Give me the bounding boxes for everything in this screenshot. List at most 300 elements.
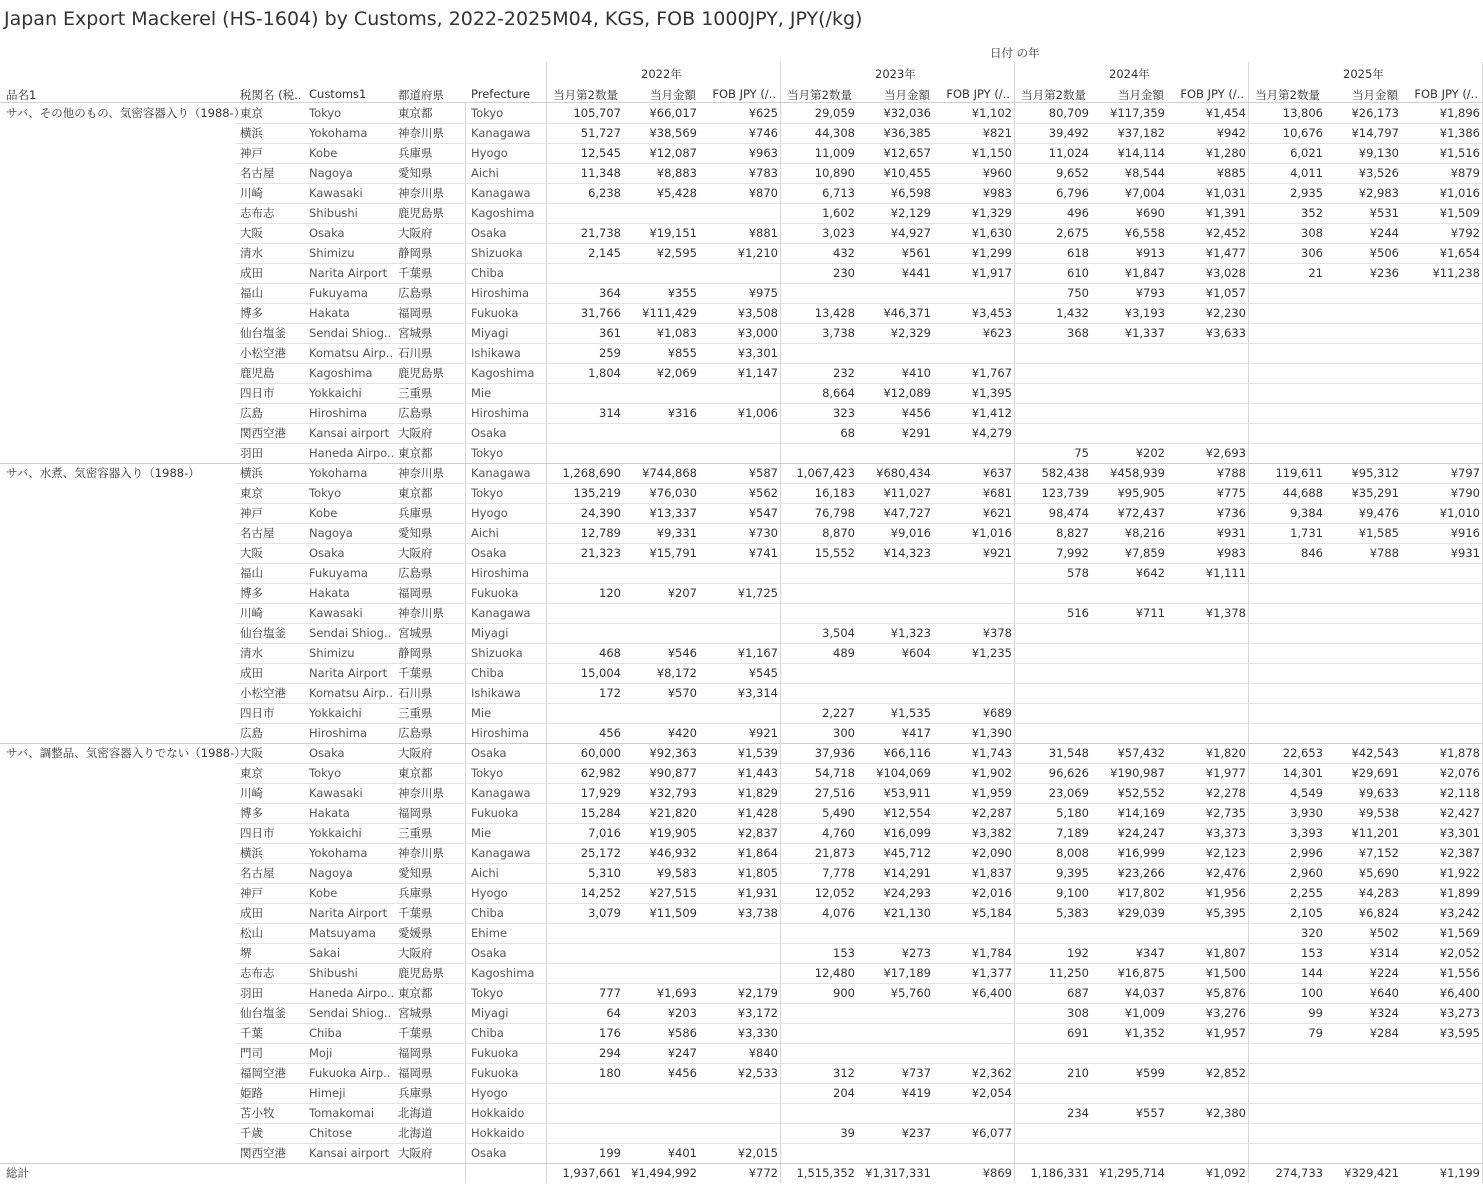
value-cell: ¥1,917 xyxy=(971,266,1012,280)
column-header-prefecture-jp[interactable]: 都道府県 xyxy=(398,88,444,102)
table-row[interactable] xyxy=(0,563,1483,583)
table-row[interactable] xyxy=(0,723,1483,743)
table-row[interactable] xyxy=(0,523,1483,543)
value-cell: ¥737 xyxy=(901,1066,931,1080)
value-cell: ¥790 xyxy=(1450,486,1480,500)
customs-en-cell: Nagoya xyxy=(309,866,353,880)
value-cell: ¥744,868 xyxy=(642,466,697,480)
value-cell: ¥37,182 xyxy=(1117,126,1165,140)
table-row[interactable] xyxy=(0,883,1483,903)
customs-en-cell: Osaka xyxy=(309,226,345,240)
value-cell xyxy=(1009,923,1089,943)
measure-header-2023-2[interactable]: FOB JPY (/.. xyxy=(946,87,1010,101)
value-cell: ¥16,875 xyxy=(1117,966,1165,980)
year-header-2025[interactable]: 2025年 xyxy=(1343,67,1384,81)
prefecture-en-cell: Kanagawa xyxy=(471,186,531,200)
value-cell: ¥32,793 xyxy=(649,786,697,800)
value-cell: ¥3,595 xyxy=(1439,1026,1480,1040)
item-group-label[interactable]: サバ、水煮、気密容器入り（1988-） xyxy=(6,466,200,480)
measure-header-2023-0[interactable]: 当月第2数量 xyxy=(787,88,852,102)
table-row[interactable] xyxy=(0,143,1483,163)
value-cell: ¥2,693 xyxy=(1205,446,1246,460)
prefecture-jp-cell: 鹿児島県 xyxy=(398,206,444,220)
value-cell xyxy=(1319,1083,1399,1103)
customs-jp-cell: 大阪 xyxy=(240,226,263,240)
value-cell xyxy=(1085,403,1165,423)
table-row[interactable] xyxy=(0,983,1483,1003)
table-row[interactable] xyxy=(0,823,1483,843)
value-cell: ¥1,500 xyxy=(1205,966,1246,980)
value-cell xyxy=(617,263,697,283)
value-cell: ¥1,654 xyxy=(1439,246,1480,260)
value-cell xyxy=(698,203,778,223)
value-cell: ¥557 xyxy=(1135,1106,1165,1120)
customs-en-cell: Yokkaichi xyxy=(309,706,362,720)
table-row[interactable] xyxy=(0,963,1483,983)
value-cell: ¥1,784 xyxy=(971,946,1012,960)
measure-header-2024-0[interactable]: 当月第2数量 xyxy=(1021,88,1086,102)
value-cell xyxy=(1166,723,1246,743)
table-row[interactable] xyxy=(0,163,1483,183)
value-cell: 12,789 xyxy=(580,526,621,540)
prefecture-jp-cell: 東京都 xyxy=(398,766,433,780)
customs-jp-cell: 神戸 xyxy=(240,146,263,160)
value-cell: ¥66,116 xyxy=(883,746,931,760)
value-cell xyxy=(932,443,1012,463)
customs-en-cell: Kawasaki xyxy=(309,786,363,800)
value-cell: ¥2,123 xyxy=(1205,846,1246,860)
value-cell xyxy=(1085,663,1165,683)
prefecture-jp-cell: 東京都 xyxy=(398,106,433,120)
value-cell xyxy=(1243,1103,1323,1123)
value-cell: ¥1,864 xyxy=(737,846,778,860)
prefecture-en-cell: Hyogo xyxy=(471,146,508,160)
column-header-prefecture-en[interactable]: Prefecture xyxy=(471,87,531,101)
item-group-label[interactable]: サバ、調整品、気密容器入りでない（1988-） xyxy=(6,746,246,760)
table-row[interactable] xyxy=(0,303,1483,323)
value-cell: ¥879 xyxy=(1450,166,1480,180)
value-cell: ¥1,386 xyxy=(1439,126,1480,140)
value-cell: 610 xyxy=(1067,266,1089,280)
table-row[interactable] xyxy=(0,923,1483,943)
table-row[interactable] xyxy=(0,663,1483,683)
table-row[interactable] xyxy=(0,183,1483,203)
value-cell: ¥8,883 xyxy=(656,166,697,180)
table-row[interactable] xyxy=(0,943,1483,963)
value-cell: ¥11,509 xyxy=(649,906,697,920)
table-row[interactable] xyxy=(0,603,1483,623)
value-cell: 14,252 xyxy=(580,886,621,900)
customs-jp-cell: 門司 xyxy=(240,1046,263,1060)
prefecture-jp-cell: 三重県 xyxy=(398,706,433,720)
value-cell xyxy=(1243,703,1323,723)
value-cell: ¥1,725 xyxy=(737,586,778,600)
value-cell: ¥502 xyxy=(1369,926,1399,940)
table-row[interactable] xyxy=(0,503,1483,523)
value-cell xyxy=(698,263,778,283)
value-cell: ¥1,377 xyxy=(971,966,1012,980)
table-row[interactable] xyxy=(0,763,1483,783)
value-cell xyxy=(1243,1063,1323,1083)
customs-en-cell: Fukuyama xyxy=(309,286,368,300)
value-cell: ¥1,323 xyxy=(890,626,931,640)
customs-jp-cell: 仙台塩釜 xyxy=(240,326,286,340)
value-cell xyxy=(617,1123,697,1143)
table-row[interactable] xyxy=(0,243,1483,263)
table-row[interactable] xyxy=(0,1123,1483,1143)
value-cell: ¥1,147 xyxy=(737,366,778,380)
value-cell: ¥284 xyxy=(1369,1026,1399,1040)
value-cell: ¥2,362 xyxy=(971,1066,1012,1080)
table-row[interactable] xyxy=(0,543,1483,563)
measure-header-2024-2[interactable]: FOB JPY (/.. xyxy=(1180,87,1244,101)
table-row[interactable] xyxy=(0,423,1483,443)
value-cell: ¥12,657 xyxy=(883,146,931,160)
customs-jp-cell: 仙台塩釜 xyxy=(240,1006,286,1020)
value-cell: 10,676 xyxy=(1282,126,1323,140)
value-cell xyxy=(1400,1083,1480,1103)
customs-jp-cell: 成田 xyxy=(240,906,263,920)
customs-jp-cell: 成田 xyxy=(240,266,263,280)
customs-en-cell: Fukuoka Airp.. xyxy=(309,1066,391,1080)
value-cell: ¥788 xyxy=(1369,546,1399,560)
customs-en-cell: Kawasaki xyxy=(309,186,363,200)
total-value-cell: 1,515,352 xyxy=(796,1166,855,1180)
value-cell: ¥1,111 xyxy=(1205,566,1246,580)
prefecture-jp-cell: 福岡県 xyxy=(398,306,433,320)
value-cell xyxy=(1319,363,1399,383)
value-cell: ¥53,911 xyxy=(883,786,931,800)
value-cell: ¥316 xyxy=(667,406,697,420)
customs-en-cell: Kobe xyxy=(309,146,338,160)
table-row[interactable] xyxy=(0,1043,1483,1063)
prefecture-en-cell: Kanagawa xyxy=(471,466,531,480)
customs-jp-cell: 名古屋 xyxy=(240,866,275,880)
value-cell: ¥6,077 xyxy=(971,1126,1012,1140)
value-cell: ¥1,329 xyxy=(971,206,1012,220)
table-row[interactable] xyxy=(0,123,1483,143)
value-cell: 15,552 xyxy=(814,546,855,560)
value-cell xyxy=(698,563,778,583)
value-cell: ¥1,010 xyxy=(1439,506,1480,520)
value-cell xyxy=(1319,343,1399,363)
table-row[interactable] xyxy=(0,203,1483,223)
value-cell: ¥730 xyxy=(748,526,778,540)
value-cell: ¥441 xyxy=(901,266,931,280)
value-cell: 578 xyxy=(1067,566,1089,580)
table-row[interactable] xyxy=(0,283,1483,303)
table-row[interactable] xyxy=(0,683,1483,703)
value-cell: 6,021 xyxy=(1290,146,1323,160)
table-row[interactable] xyxy=(0,1103,1483,1123)
value-cell: 846 xyxy=(1301,546,1323,560)
prefecture-jp-cell: 大阪府 xyxy=(398,226,433,240)
customs-jp-cell: 博多 xyxy=(240,806,263,820)
table-row[interactable] xyxy=(0,383,1483,403)
value-cell: ¥1,083 xyxy=(656,326,697,340)
prefecture-jp-cell: 愛知県 xyxy=(398,526,433,540)
value-cell xyxy=(698,1083,778,1103)
value-cell: ¥419 xyxy=(901,1086,931,1100)
value-cell xyxy=(1400,643,1480,663)
value-cell xyxy=(1243,363,1323,383)
table-row[interactable] xyxy=(0,443,1483,463)
value-cell: 5,383 xyxy=(1056,906,1089,920)
prefecture-en-cell: Mie xyxy=(471,386,492,400)
table-row[interactable] xyxy=(0,323,1483,343)
customs-en-cell: Shimizu xyxy=(309,646,355,660)
value-cell xyxy=(851,1043,931,1063)
prefecture-jp-cell: 神奈川県 xyxy=(398,846,444,860)
value-cell xyxy=(1400,283,1480,303)
value-cell xyxy=(1085,363,1165,383)
table-row[interactable] xyxy=(0,643,1483,663)
value-cell xyxy=(698,443,778,463)
table-row[interactable] xyxy=(0,803,1483,823)
value-cell xyxy=(851,683,931,703)
value-cell: ¥11,201 xyxy=(1351,826,1399,840)
value-cell: 17,929 xyxy=(580,786,621,800)
measure-header-2022-0[interactable]: 当月第2数量 xyxy=(553,88,618,102)
value-cell: ¥621 xyxy=(982,506,1012,520)
value-cell: ¥2,983 xyxy=(1358,186,1399,200)
value-cell: 6,796 xyxy=(1056,186,1089,200)
value-cell: ¥975 xyxy=(748,286,778,300)
value-cell xyxy=(698,1103,778,1123)
value-cell: 5,490 xyxy=(822,806,855,820)
grand-total-row[interactable] xyxy=(0,1163,1483,1183)
total-value-cell: ¥772 xyxy=(748,1166,778,1180)
value-cell: ¥531 xyxy=(1369,206,1399,220)
table-row[interactable] xyxy=(0,1023,1483,1043)
table-row[interactable] xyxy=(0,363,1483,383)
column-header-customs-en[interactable]: Customs1 xyxy=(309,87,367,101)
value-cell: ¥746 xyxy=(748,126,778,140)
value-cell: ¥7,152 xyxy=(1358,846,1399,860)
value-cell xyxy=(1243,403,1323,423)
value-cell: ¥870 xyxy=(748,186,778,200)
table-row[interactable] xyxy=(0,1143,1483,1163)
value-cell: 16,183 xyxy=(814,486,855,500)
value-cell xyxy=(1319,723,1399,743)
total-value-cell: 1,186,331 xyxy=(1030,1166,1089,1180)
value-cell: ¥9,130 xyxy=(1358,146,1399,160)
table-row[interactable] xyxy=(0,223,1483,243)
value-cell: ¥916 xyxy=(1450,526,1480,540)
value-cell: ¥1,820 xyxy=(1205,746,1246,760)
prefecture-jp-cell: 大阪府 xyxy=(398,1146,433,1160)
value-cell: 135,219 xyxy=(573,486,621,500)
value-cell: ¥2,387 xyxy=(1439,846,1480,860)
value-cell xyxy=(617,203,697,223)
value-cell xyxy=(1400,723,1480,743)
value-cell: ¥17,802 xyxy=(1117,886,1165,900)
measure-header-2025-1[interactable]: 当月金額 xyxy=(1352,88,1398,102)
measure-header-2025-2[interactable]: FOB JPY (/.. xyxy=(1414,87,1478,101)
customs-en-cell: Hiroshima xyxy=(309,726,368,740)
value-cell: ¥5,760 xyxy=(890,986,931,1000)
table-row[interactable] xyxy=(0,743,1483,763)
value-cell xyxy=(1166,1143,1246,1163)
customs-en-cell: Yokkaichi xyxy=(309,826,362,840)
value-cell xyxy=(775,1023,855,1043)
value-cell: ¥2,452 xyxy=(1205,226,1246,240)
value-cell: 582,438 xyxy=(1041,466,1089,480)
measure-header-2022-1[interactable]: 当月金額 xyxy=(650,88,696,102)
table-row[interactable] xyxy=(0,103,1483,123)
value-cell: ¥2,015 xyxy=(737,1146,778,1160)
customs-jp-cell: 松山 xyxy=(240,926,263,940)
value-cell: 21,738 xyxy=(580,226,621,240)
value-cell: 21,323 xyxy=(580,546,621,560)
value-cell: ¥931 xyxy=(1216,526,1246,540)
value-cell xyxy=(1243,663,1323,683)
value-cell xyxy=(698,383,778,403)
table-row[interactable] xyxy=(0,843,1483,863)
column-header-customs-jp[interactable]: 税関名 (税.. xyxy=(240,88,302,102)
value-cell: ¥16,099 xyxy=(883,826,931,840)
value-cell: 31,766 xyxy=(580,306,621,320)
value-cell: 259 xyxy=(599,346,621,360)
customs-jp-cell: 神戸 xyxy=(240,506,263,520)
customs-en-cell: Kobe xyxy=(309,506,338,520)
table-row[interactable] xyxy=(0,483,1483,503)
table-row[interactable] xyxy=(0,783,1483,803)
table-row[interactable] xyxy=(0,403,1483,423)
table-row[interactable] xyxy=(0,583,1483,603)
customs-jp-cell: 四日市 xyxy=(240,386,275,400)
value-cell: ¥783 xyxy=(748,166,778,180)
table-row[interactable] xyxy=(0,703,1483,723)
customs-jp-cell: 福山 xyxy=(240,286,263,300)
value-cell: ¥2,129 xyxy=(890,206,931,220)
value-cell: ¥821 xyxy=(982,126,1012,140)
customs-jp-cell: 鹿児島 xyxy=(240,366,275,380)
value-cell: 2,960 xyxy=(1290,866,1323,880)
value-cell xyxy=(617,923,697,943)
value-cell xyxy=(775,563,855,583)
value-cell xyxy=(1243,563,1323,583)
value-cell: ¥4,279 xyxy=(971,426,1012,440)
value-cell: 3,930 xyxy=(1290,806,1323,820)
prefecture-en-cell: Tokyo xyxy=(471,106,504,120)
prefecture-jp-cell: 大阪府 xyxy=(398,946,433,960)
value-cell: ¥793 xyxy=(1135,286,1165,300)
value-cell: ¥840 xyxy=(748,1046,778,1060)
customs-en-cell: Narita Airport xyxy=(309,666,388,680)
prefecture-en-cell: Fukuoka xyxy=(471,806,519,820)
prefecture-jp-cell: 福岡県 xyxy=(398,806,433,820)
table-row[interactable] xyxy=(0,623,1483,643)
customs-en-cell: Hakata xyxy=(309,306,350,320)
value-cell xyxy=(851,603,931,623)
value-cell: 7,778 xyxy=(822,866,855,880)
year-header-2022[interactable]: 2022年 xyxy=(641,67,682,81)
customs-en-cell: Sendai Shiog.. xyxy=(309,626,392,640)
prefecture-jp-cell: 大阪府 xyxy=(398,426,433,440)
value-cell xyxy=(1319,663,1399,683)
value-cell: ¥12,087 xyxy=(649,146,697,160)
value-cell xyxy=(932,1003,1012,1023)
prefecture-jp-cell: 北海道 xyxy=(398,1126,433,1140)
table-row[interactable] xyxy=(0,903,1483,923)
value-cell: 2,675 xyxy=(1056,226,1089,240)
measure-header-2022-2[interactable]: FOB JPY (/.. xyxy=(712,87,776,101)
value-cell: ¥9,331 xyxy=(656,526,697,540)
prefecture-jp-cell: 鹿児島県 xyxy=(398,966,444,980)
table-row[interactable] xyxy=(0,343,1483,363)
value-cell xyxy=(541,1123,621,1143)
value-cell: ¥1,150 xyxy=(971,146,1012,160)
value-cell: 1,067,423 xyxy=(796,466,855,480)
customs-en-cell: Komatsu Airp.. xyxy=(309,346,394,360)
prefecture-jp-cell: 千葉県 xyxy=(398,666,433,680)
value-cell xyxy=(932,1143,1012,1163)
value-cell: ¥52,552 xyxy=(1117,786,1165,800)
value-cell xyxy=(1243,1083,1323,1103)
measure-header-2024-1[interactable]: 当月金額 xyxy=(1118,88,1164,102)
prefecture-en-cell: Fukuoka xyxy=(471,586,519,600)
value-cell: ¥3,301 xyxy=(1439,826,1480,840)
value-cell: ¥26,173 xyxy=(1351,106,1399,120)
prefecture-jp-cell: 神奈川県 xyxy=(398,786,444,800)
value-cell xyxy=(932,663,1012,683)
value-cell: ¥247 xyxy=(667,1046,697,1060)
prefecture-jp-cell: 千葉県 xyxy=(398,906,433,920)
value-cell xyxy=(617,383,697,403)
value-cell: 1,602 xyxy=(822,206,855,220)
table-row[interactable] xyxy=(0,263,1483,283)
value-cell xyxy=(1166,583,1246,603)
customs-jp-cell: 神戸 xyxy=(240,886,263,900)
value-cell: 368 xyxy=(1067,326,1089,340)
value-cell: ¥14,291 xyxy=(883,866,931,880)
table-row[interactable] xyxy=(0,1003,1483,1023)
value-cell: ¥420 xyxy=(667,726,697,740)
table-row[interactable] xyxy=(0,463,1483,483)
value-cell xyxy=(1400,363,1480,383)
column-header-item[interactable]: 品名1 xyxy=(6,88,37,102)
value-cell: ¥1,280 xyxy=(1205,146,1246,160)
value-cell xyxy=(1009,723,1089,743)
prefecture-jp-cell: 石川県 xyxy=(398,346,433,360)
value-cell: ¥736 xyxy=(1216,506,1246,520)
value-cell: ¥401 xyxy=(667,1146,697,1160)
value-cell xyxy=(775,923,855,943)
prefecture-jp-cell: 広島県 xyxy=(398,566,433,580)
table-row[interactable] xyxy=(0,1083,1483,1103)
value-cell: ¥547 xyxy=(748,506,778,520)
value-cell: ¥942 xyxy=(1216,126,1246,140)
value-cell: ¥2,595 xyxy=(656,246,697,260)
value-cell: ¥2,076 xyxy=(1439,766,1480,780)
year-header-2023[interactable]: 2023年 xyxy=(875,67,916,81)
measure-header-2025-0[interactable]: 当月第2数量 xyxy=(1255,88,1320,102)
value-cell: ¥6,558 xyxy=(1124,226,1165,240)
year-header-2024[interactable]: 2024年 xyxy=(1109,67,1150,81)
customs-en-cell: Shibushi xyxy=(309,966,358,980)
value-cell: ¥3,738 xyxy=(737,906,778,920)
measure-header-2023-1[interactable]: 当月金額 xyxy=(884,88,930,102)
value-cell: ¥46,932 xyxy=(649,846,697,860)
table-row[interactable] xyxy=(0,1063,1483,1083)
value-cell: ¥680,434 xyxy=(876,466,931,480)
value-cell: ¥9,633 xyxy=(1358,786,1399,800)
value-cell: 294 xyxy=(599,1046,621,1060)
table-row[interactable] xyxy=(0,863,1483,883)
value-cell: ¥9,538 xyxy=(1358,806,1399,820)
item-group-label[interactable]: サバ、その他のもの、気密容器入り（1988-） xyxy=(6,106,246,120)
